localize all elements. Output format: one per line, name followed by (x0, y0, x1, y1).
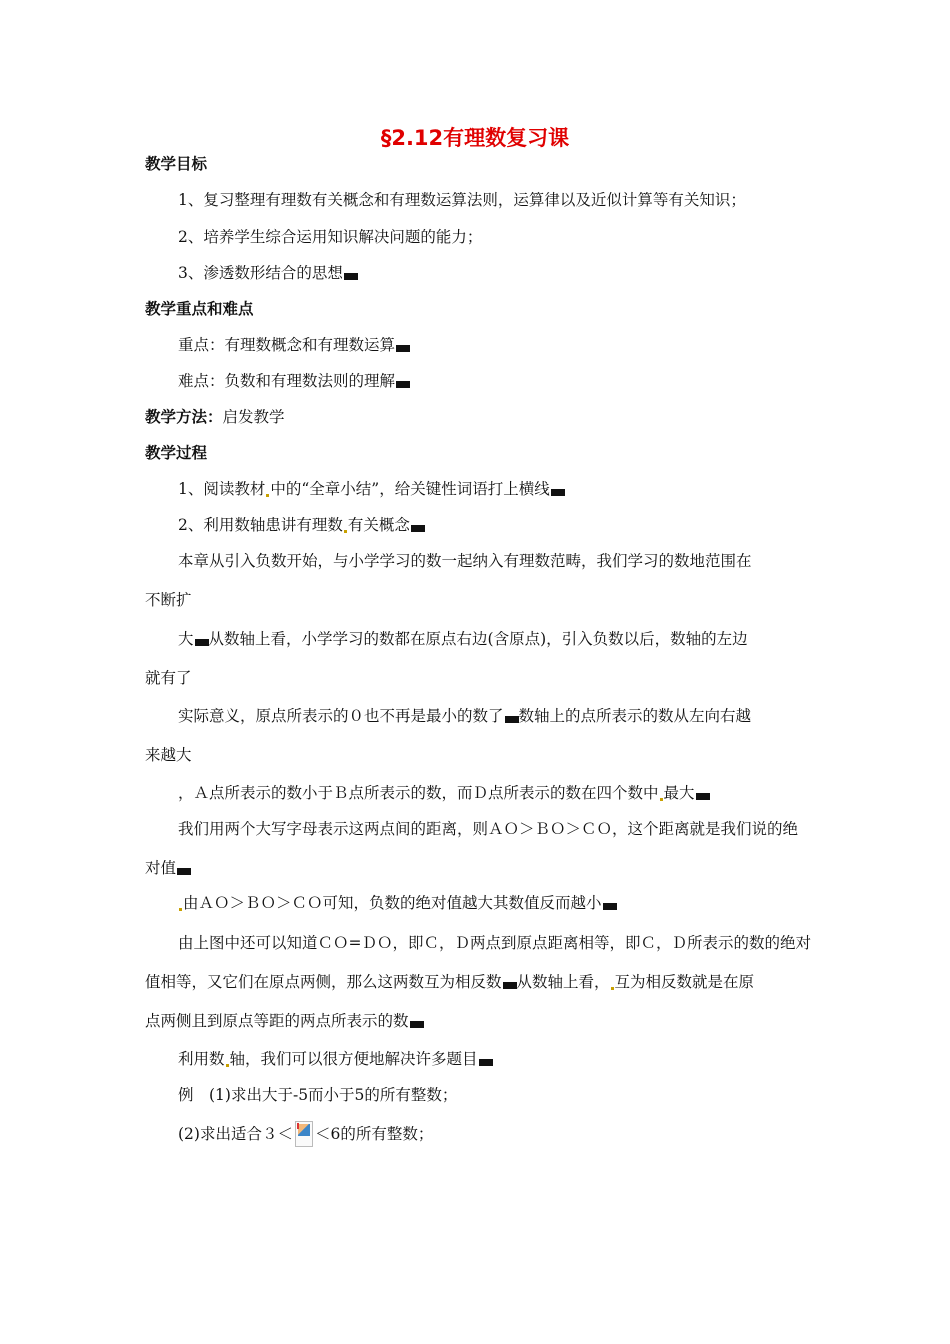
example-line: 例 (1)求出大于-5而小于5的所有整数； (178, 1086, 458, 1104)
text-span: 轴，我们可以很方便地解决许多题目 (229, 1050, 478, 1068)
objective-item: 2、培养学生综合运用知识解决问题的能力； (178, 228, 483, 246)
text-span: ＜6的所有整数； (314, 1125, 434, 1143)
text-span: 由ＡＯ＞ＢＯ＞ＣＯ可知，负数的绝对值越大其数值反而越小 (183, 894, 602, 912)
difficult-point-text: 难点：负数和有理数法则的理解 (178, 372, 396, 390)
text-span: 点两侧且到原点等距的两点所表示的数 (145, 1012, 409, 1030)
paragraph-line: 就有了 (145, 669, 192, 687)
paragraph-line (178, 781, 710, 803)
text-span: 大 (178, 630, 194, 648)
dot-mark (344, 530, 347, 533)
placeholder-mark (411, 525, 425, 532)
text-span: 互为相反数就是在原 (614, 973, 755, 991)
page-title: §2.12有理数复习课 (380, 126, 570, 150)
process-heading: 教学过程 (145, 444, 208, 462)
placeholder-mark (503, 982, 517, 989)
objective-item: 1、复习整理有理数有关概念和有理数运算法则，运算律以及近似计算等有关知识； (178, 191, 746, 209)
dot-mark (611, 987, 614, 990)
paragraph-line: 不断扩 (145, 591, 192, 609)
key-heading: 教学重点和难点 (145, 300, 254, 318)
placeholder-mark (396, 345, 410, 352)
text-span: 2、利用数轴患讲有理数 (178, 516, 343, 534)
paragraph-line: 我们用两个大写字母表示这两点间的距离，则ＡＯ＞ＢＯ＞ＣＯ，这个距离就是我们说的绝 (178, 820, 799, 838)
dot-mark (266, 494, 269, 497)
placeholder-mark (505, 716, 519, 723)
process-step-1 (178, 477, 565, 499)
difficult-point (178, 369, 410, 391)
dot-mark (660, 798, 663, 801)
placeholder-mark (410, 1021, 424, 1028)
dot-mark (179, 908, 182, 911)
method-value: 启发教学 (222, 408, 285, 426)
text-span: 实际意义，原点所表示的０也不再是最小的数了 (178, 707, 504, 725)
example-line (178, 1121, 433, 1147)
text-span: 中的“全章小结”，给关键性词语打上横线 (270, 480, 550, 498)
placeholder-mark (551, 489, 565, 496)
text-span: 1、阅读教材 (178, 480, 266, 498)
paragraph-line (145, 970, 754, 992)
text-span: 从数轴上看， (516, 973, 610, 991)
method-line (145, 405, 285, 427)
objective-item (178, 261, 358, 283)
dot-mark (226, 1064, 229, 1067)
placeholder-mark (195, 639, 209, 646)
paragraph-line: 来越大 (145, 746, 192, 764)
objective-text: 3、渗透数形结合的思想 (178, 264, 343, 282)
process-step-2 (178, 513, 425, 535)
text-span: 数轴上的点所表示的数从左向右越 (518, 707, 752, 725)
paragraph-line (145, 1009, 424, 1031)
text-span: 值相等，又它们在原点两侧，那么这两数互为相反数 (145, 973, 502, 991)
paragraph-line (178, 891, 617, 913)
text-span: 从数轴上看，小学学习的数都在原点右边(含原点)，引入负数以后，数轴的左边 (208, 630, 748, 648)
objectives-heading: 教学目标 (145, 155, 208, 173)
text-span: 利用数 (178, 1050, 225, 1068)
placeholder-mark (396, 381, 410, 388)
key-point (178, 333, 410, 355)
placeholder-mark (696, 793, 710, 800)
paragraph-line (178, 704, 751, 726)
text-span: 对值 (145, 859, 177, 877)
paragraph-line: 由上图中还可以知道ＣＯ=ＤＯ，即Ｃ，Ｄ两点到原点距离相等，即Ｃ，Ｄ所表示的数的绝对 (178, 934, 811, 952)
paragraph-line (178, 627, 748, 649)
broken-image-icon (295, 1121, 313, 1147)
method-label: 教学方法： (145, 408, 223, 426)
text-span: ，Ａ点所表示的数小于Ｂ点所表示的数，而Ｄ点所表示的数在四个数中 (178, 784, 659, 802)
paragraph-line (178, 1047, 493, 1069)
placeholder-mark (177, 868, 191, 875)
placeholder-mark (603, 903, 617, 910)
placeholder-mark (344, 273, 358, 280)
paragraph-line: 本章从引入负数开始，与小学学习的数一起纳入有理数范畴，我们学习的数地范围在 (178, 552, 752, 570)
key-point-text: 重点：有理数概念和有理数运算 (178, 336, 396, 354)
placeholder-mark (479, 1059, 493, 1066)
text-span: 最大 (663, 784, 695, 802)
paragraph-line (145, 856, 191, 878)
text-span: (2)求出适合３＜ (178, 1125, 293, 1143)
text-span: 有关概念 (347, 516, 410, 534)
